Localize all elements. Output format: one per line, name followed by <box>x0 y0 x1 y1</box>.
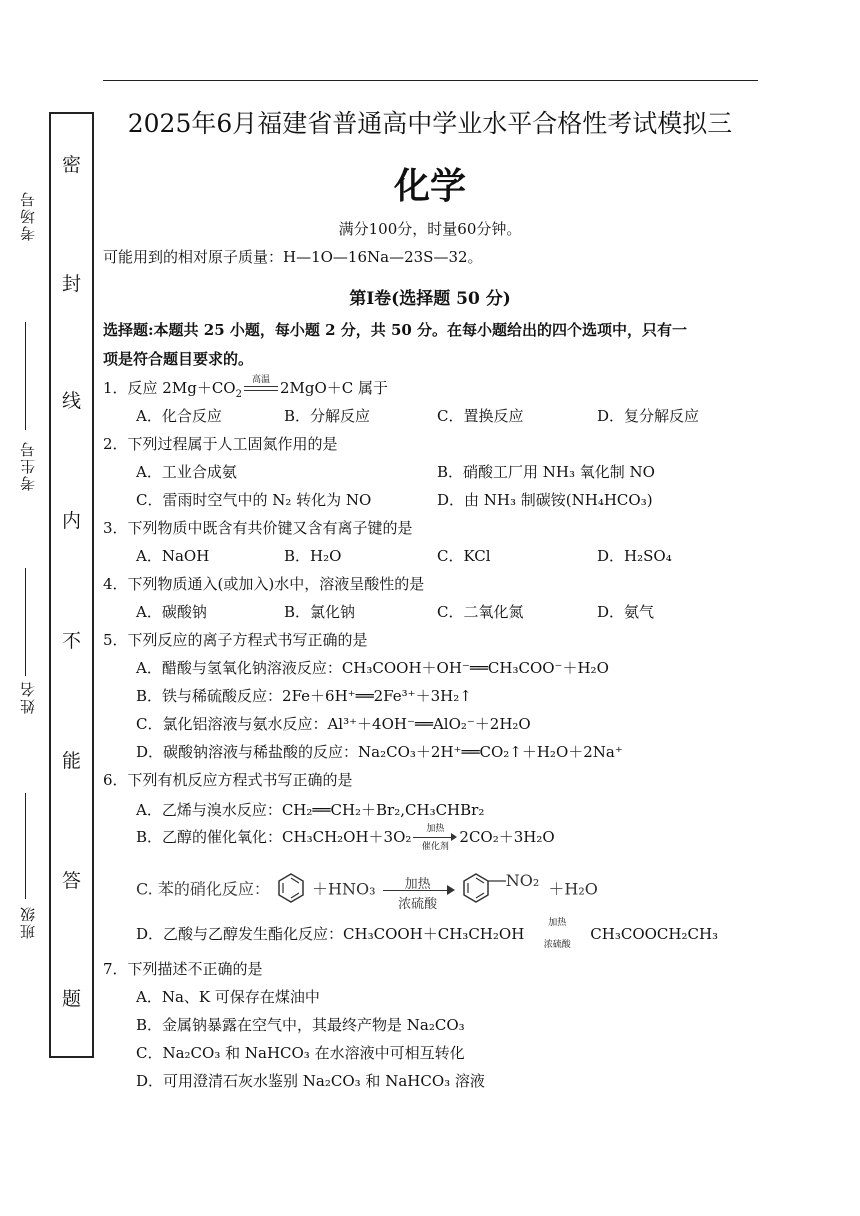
seal-char: 不 <box>61 630 81 652</box>
q1-stem-sub: 2 <box>235 389 242 400</box>
q1-stem-post: 2MgO＋C 属于 <box>279 379 389 397</box>
q5-option-a[interactable]: A．醋酸与氢氧化钠溶液反应：CH₃COOH＋OH⁻══CH₃COO⁻＋H₂O <box>136 659 609 677</box>
q6-stem: 6．下列有机反应方程式书写正确的是 <box>103 771 353 789</box>
q5-option-d[interactable]: D．碳酸钠溶液与稀盐酸的反应：Na₂CO₃＋2H⁺══CO₂↑＋H₂O＋2Na⁺ <box>136 743 623 761</box>
q7-option-b[interactable]: B．金属钠暴露在空气中，其最终产物是 Na₂CO₃ <box>136 1016 465 1034</box>
q4-stem: 4．下列物质通入(或加入)水中，溶液呈酸性的是 <box>103 575 425 593</box>
exam-room-line[interactable] <box>25 322 26 430</box>
q6-d-cond-bot: 浓硫酸 <box>543 940 571 950</box>
student-id-line[interactable] <box>25 568 26 676</box>
q7-option-d[interactable]: D．可用澄清石灰水鉴别 Na₂CO₃ 和 NaHCO₃ 溶液 <box>136 1072 485 1090</box>
q2-option-b[interactable]: B．硝酸工厂用 NH₃ 氧化制 NO <box>437 463 655 481</box>
q6-b-cond-bot: 催化剂 <box>421 842 449 852</box>
seal-char: 能 <box>61 750 81 772</box>
top-rule <box>103 80 758 81</box>
exam-room-label: 考场号 <box>19 190 37 241</box>
seal-char: 封 <box>61 273 81 295</box>
nitrobenzene-ring-icon <box>460 872 510 908</box>
q3-option-b[interactable]: B．H₂O <box>284 547 342 565</box>
exam-title: 2025年6月福建省普通高中学业水平合格性考试模拟三 <box>127 109 733 138</box>
q6-d-cond-top: 加热 <box>548 918 567 928</box>
q1-option-b[interactable]: B．分解反应 <box>284 407 371 425</box>
q3-option-c[interactable]: C．KCl <box>437 547 491 565</box>
student-id-label: 考生号 <box>19 440 37 491</box>
q6-c-label: C. 苯的硝化反应： <box>136 879 270 899</box>
q6-c-cond-bot: 浓硫酸 <box>398 897 438 912</box>
q3-option-a[interactable]: A．NaOH <box>136 547 210 565</box>
q1-condition: 高温 <box>251 375 270 385</box>
section-title: 第Ⅰ卷(选择题 50 分) <box>349 289 511 309</box>
seal-char: 密 <box>61 154 81 176</box>
q2-option-d[interactable]: D．由 NH₃ 制碳铵(NH₄HCO₃) <box>437 491 653 509</box>
instructions-line1: 选择题:本题共 25 小题，每小题 2 分，共 50 分。在每小题给出的四个选项中，只有一 <box>103 321 688 339</box>
q6-c-arrow <box>381 875 455 912</box>
seal-char: 题 <box>61 988 81 1010</box>
q6-c-cond-top: 加热 <box>404 877 431 892</box>
q2-stem: 2．下列过程属于人工固氮作用的是 <box>103 435 338 453</box>
q6-option-c[interactable] <box>136 870 598 912</box>
q6-b-arrow <box>411 824 459 852</box>
benzene-ring-icon <box>275 872 307 908</box>
q1-stem <box>103 377 388 400</box>
q6-option-a[interactable]: A．乙烯与溴水反应：CH₂══CH₂＋Br₂,CH₃CHBr₂ <box>136 801 485 819</box>
q6-c-post: ＋H₂O <box>548 879 598 899</box>
q2-option-a[interactable]: A．工业合成氨 <box>136 463 237 481</box>
q7-stem: 7．下列描述不正确的是 <box>103 960 263 978</box>
q4-option-a[interactable]: A．碳酸钠 <box>136 603 207 621</box>
q1-option-c[interactable]: C．置换反应 <box>437 407 524 425</box>
class-label: 班级 <box>19 905 37 939</box>
q6-b-pre: B．乙醇的催化氧化：CH₃CH₂OH＋3O₂ <box>136 828 412 846</box>
q6-option-b[interactable] <box>136 824 555 852</box>
q6-c-group: NO₂ <box>505 870 540 890</box>
q6-d-pre: D．乙酸与乙醇发生酯化反应：CH₃COOH＋CH₃CH₂OH <box>136 925 525 943</box>
q4-option-c[interactable]: C．二氧化氮 <box>437 603 524 621</box>
instructions-line2: 项是符合题目要求的。 <box>103 350 254 368</box>
q6-d-post: CH₃COOCH₂CH₃ <box>590 925 719 943</box>
seal-char: 内 <box>61 510 81 532</box>
name-label: 姓名 <box>19 680 37 714</box>
q6-b-post: 2CO₂＋3H₂O <box>459 828 555 846</box>
q1-condition-arrow <box>242 375 280 398</box>
q7-option-c[interactable]: C．Na₂CO₃ 和 NaHCO₃ 在水溶液中可相互转化 <box>136 1044 465 1062</box>
atomic-masses: 可能用到的相对原子质量：H—1O—16Na—23S—32。 <box>103 248 483 266</box>
q6-b-cond-top: 加热 <box>426 824 445 834</box>
q6-d-condition <box>524 918 590 950</box>
q3-option-d[interactable]: D．H₂SO₄ <box>597 547 672 565</box>
q3-stem: 3．下列物质中既含有共价键又含有离子键的是 <box>103 519 413 537</box>
seal-char: 答 <box>61 870 81 892</box>
seal-box <box>49 112 94 1058</box>
q5-option-b[interactable]: B．铁与稀硫酸反应：2Fe＋6H⁺══2Fe³⁺＋3H₂↑ <box>136 687 472 705</box>
q5-option-c[interactable]: C．氯化铝溶液与氨水反应：Al³⁺＋4OH⁻══AlO₂⁻＋2H₂O <box>136 715 531 733</box>
score-time: 满分100分，时量60分钟。 <box>338 220 522 238</box>
q4-option-b[interactable]: B．氯化钠 <box>284 603 356 621</box>
q5-stem: 5．下列反应的离子方程式书写正确的是 <box>103 631 368 649</box>
q1-option-a[interactable]: A．化合反应 <box>136 407 222 425</box>
q1-option-d[interactable]: D．复分解反应 <box>597 407 700 425</box>
q7-option-a[interactable]: A．Na、K 可保存在煤油中 <box>136 988 320 1006</box>
q6-c-reagent: ＋HNO₃ <box>312 879 376 899</box>
q4-option-d[interactable]: D．氨气 <box>597 603 655 621</box>
q1-stem-pre: 1．反应 2Mg＋CO <box>103 379 236 397</box>
subject-title: 化学 <box>393 166 466 207</box>
name-line[interactable] <box>25 793 26 899</box>
q6-option-d[interactable] <box>136 918 719 950</box>
seal-char: 线 <box>61 390 81 412</box>
q2-option-c[interactable]: C．雷雨时空气中的 N₂ 转化为 NO <box>136 491 372 509</box>
